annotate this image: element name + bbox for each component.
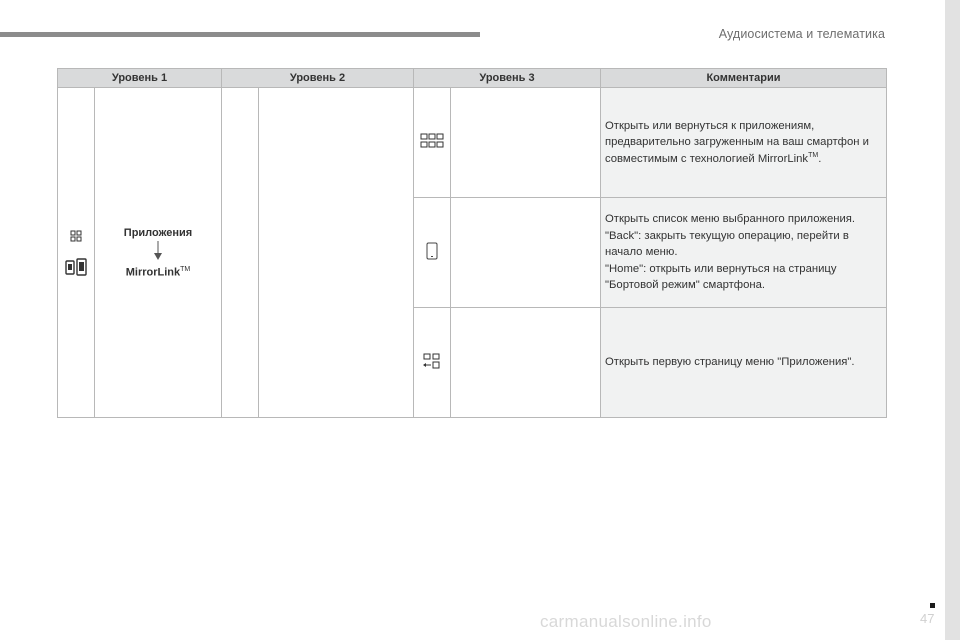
trademark-mark: TM — [180, 265, 191, 273]
level1-label-apps: Приложения — [123, 226, 193, 239]
watermark: carmanualsonline.info — [540, 612, 712, 631]
comment-trademark: TM — [808, 151, 819, 159]
column-header-level1: Уровень 1 — [58, 69, 222, 88]
comment-cell — [601, 198, 887, 308]
mirrorlink-phones-icon — [65, 258, 87, 276]
level3-label-cell — [451, 88, 601, 198]
level1-label-mirrorlink: MirrorLink — [125, 266, 181, 279]
level3-label-cell — [451, 198, 601, 308]
level2-icon-cell — [222, 88, 259, 418]
page-marker — [930, 603, 935, 608]
comment-line: Открыть первую страницу меню "Приложения". — [605, 356, 855, 369]
comment-line: Открыть список меню выбранного приложения. — [605, 213, 856, 226]
level1-icon-cell — [58, 88, 95, 418]
column-header-level2: Уровень 2 — [222, 69, 414, 88]
apps-small-icon — [70, 230, 82, 242]
comment-period: . — [818, 152, 822, 165]
back-to-grid-icon — [422, 353, 442, 369]
level2-label-cell — [259, 88, 414, 418]
table-header-row — [58, 69, 887, 88]
page-number: 47 — [920, 611, 935, 626]
menu-table — [57, 68, 887, 418]
level3-label-cell — [451, 308, 601, 418]
level1-label-cell — [95, 88, 222, 418]
smartphone-icon — [426, 242, 438, 260]
comment-text: Открыть или вернуться к приложениям, предварительно загруженным на ваш смартфон и совместимым с технологией MirrorLink — [605, 119, 869, 165]
level3-icon-cell — [414, 88, 451, 198]
header-accent-bar — [0, 32, 480, 37]
level3-icon-cell — [414, 198, 451, 308]
column-header-comments: Комментарии — [601, 69, 887, 88]
column-header-level3: Уровень 3 — [414, 69, 601, 88]
arrow-down-icon — [153, 241, 163, 261]
comment-cell — [601, 88, 887, 198]
table-row — [58, 88, 887, 198]
apps-grid-icon — [420, 133, 444, 149]
comment-line: "Home": открыть или вернуться на страницу "Бортовой режим" смартфона. — [605, 262, 837, 292]
comment-cell — [601, 308, 887, 418]
comment-line: "Back": закрыть текущую операцию, перейти в начало меню. — [605, 229, 849, 259]
section-title: Аудиосистема и телематика — [718, 27, 885, 41]
page-edge-strip — [945, 0, 960, 640]
level3-icon-cell — [414, 308, 451, 418]
